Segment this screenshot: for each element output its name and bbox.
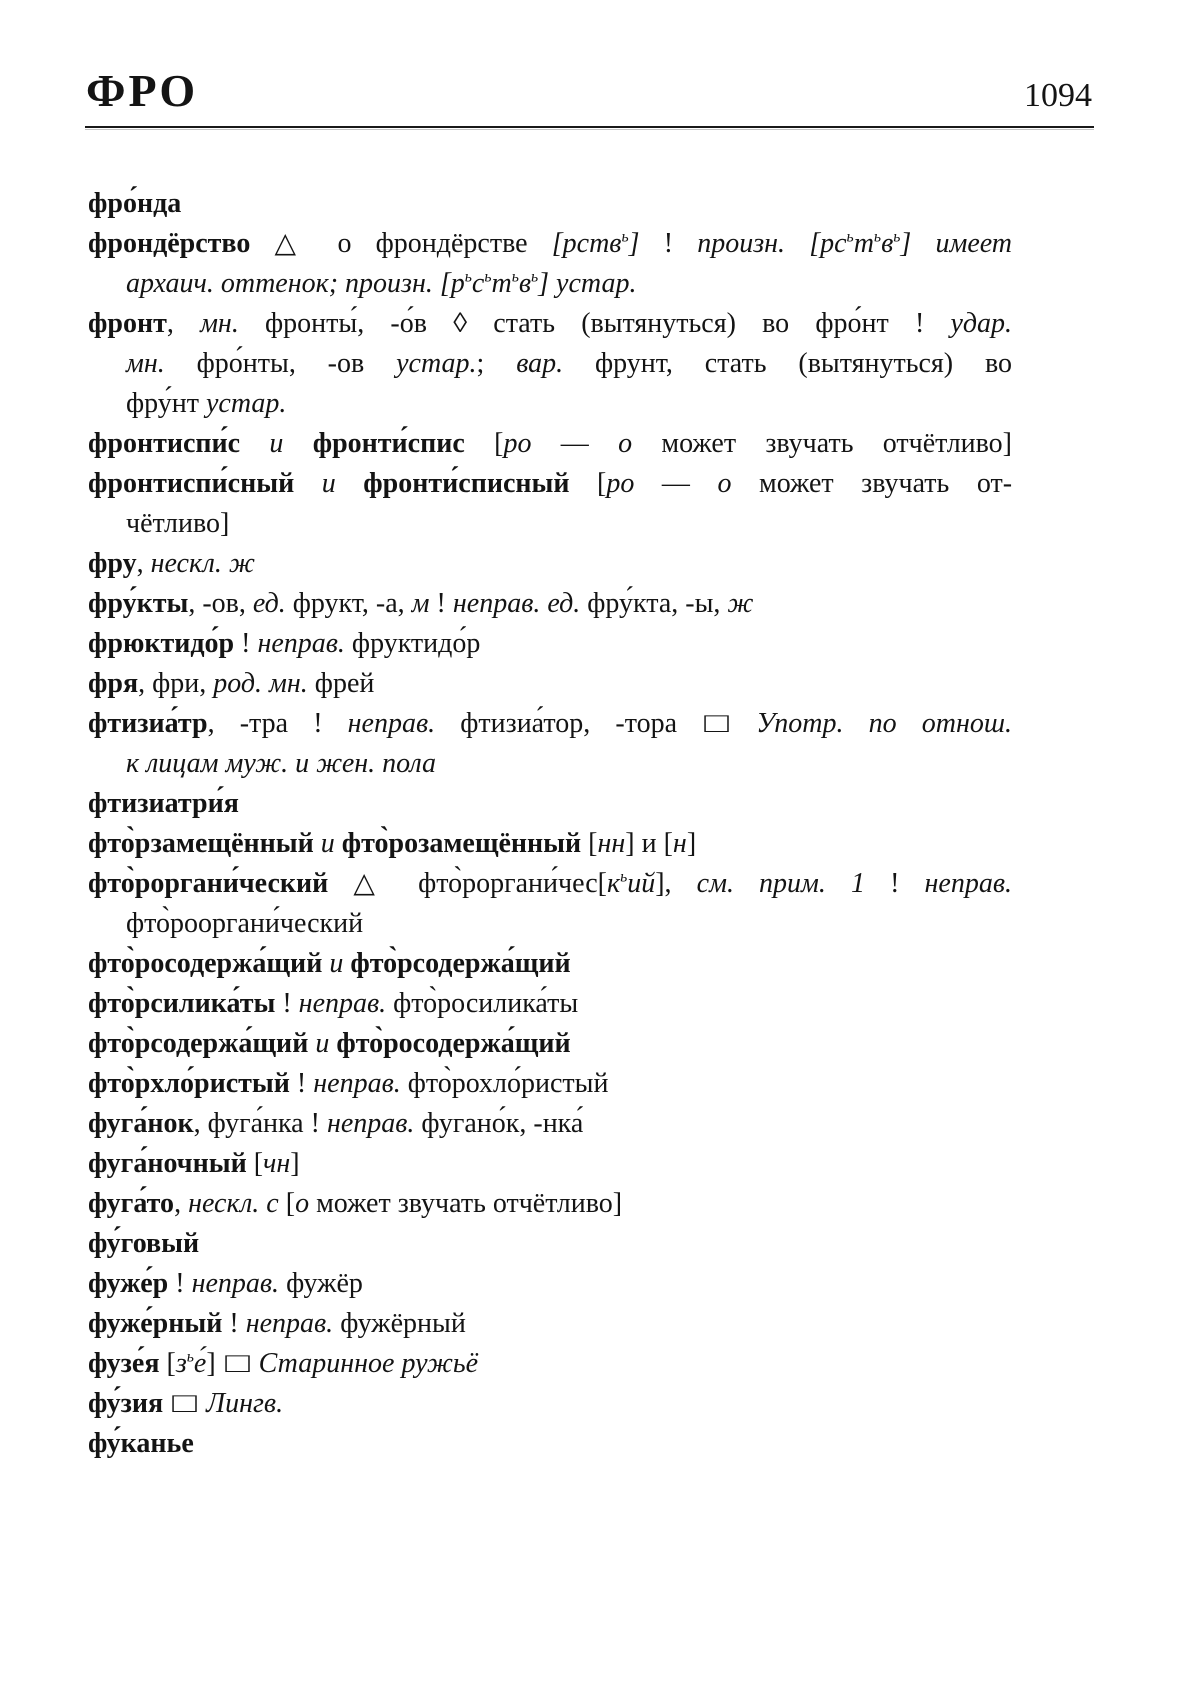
label-italic: ий [627,868,656,899]
headword-text: фуга́нок [88,1108,194,1139]
entry-line [88,344,1012,384]
dictionary-entry [88,584,1012,624]
entry-line [88,944,1012,984]
entry-text: ], [655,868,697,899]
entry-line [88,984,1012,1024]
entry-line [88,424,1012,464]
entry-text: , фри, [138,668,214,699]
entry-text: стать (вытянуться) во фро́нт ! [467,308,951,339]
label-italic: имеет [935,228,1013,259]
dictionary-entries [88,184,1012,1464]
entry-text: ! [168,1268,192,1299]
label-italic: устар. [206,388,287,419]
headword-text: фу́говый [88,1228,200,1259]
soft-sign-superscript: ь [621,228,629,246]
headword-text: фу́канье [88,1428,194,1459]
headword-text: фря [88,668,139,699]
headword-text: фро́нда [88,188,182,219]
entry-text: фро́нты, -ов [164,348,397,379]
entry-text [250,228,274,259]
headword-text: фуже́р [88,1268,169,1299]
label-italic: в [881,228,894,259]
headword-text: фто̀рхло́ристый [88,1068,290,1099]
entry-line [88,224,1012,264]
entry-text: , фуга́нка ! [193,1108,327,1139]
label-italic: к [606,868,621,899]
entry-text: ! [429,588,453,619]
headword-text: фто̀рсодержа́щий [88,1028,309,1059]
label-italic: неправ. [924,868,1012,899]
square-icon: □ [172,1388,197,1419]
label-italic: о [717,468,732,499]
entry-line [88,904,1012,944]
entry-line [88,624,1012,664]
label-italic: с [471,268,485,299]
label-italic: произн. [697,228,786,259]
headword-text: фуга́то [88,1188,175,1219]
label-italic: и [240,428,313,459]
headword-text: фронти́спис [312,428,465,459]
headword-text: фрюктидо́р [88,628,235,659]
entry-line [88,264,1012,304]
headword-text: фронт [88,308,167,339]
label-italic: архаич. оттенок; произн. [р [126,268,465,299]
entry-text [731,708,756,739]
entry-line [88,1264,1012,1304]
entry-text: ! [865,868,925,899]
label-italic: мн. [126,348,165,379]
label-italic: ] [900,228,912,259]
label-italic: о [295,1188,310,1219]
label-italic: Употр. по отнош. [756,708,1012,739]
entry-text: — [634,468,718,499]
label-italic: неправ. [326,1108,415,1139]
headword-text: фру́кты [88,588,189,619]
label-italic: [рс [809,228,847,259]
soft-sign-superscript: ь [186,1348,194,1366]
entry-text: фруктидо́р [344,628,481,659]
header-rule [85,126,1094,128]
soft-sign-superscript: ь [846,228,854,246]
label-italic: нескл. с [188,1188,279,1219]
page-header [86,65,1092,116]
triangle-icon: △ [274,228,314,259]
entry-line [88,304,1012,344]
label-italic: неправ. [347,708,436,739]
label-italic: к лицам муж. и жен. пола [126,748,437,779]
dictionary-entry [88,1264,1012,1304]
entry-line [88,544,1012,584]
entry-text: [ [278,1188,296,1219]
dictionary-entry [88,1384,1012,1424]
entry-text [911,228,935,259]
label-italic: и [313,828,342,859]
entry-text: [ [464,428,504,459]
headword-text: фтизиа́тр [88,708,208,739]
label-italic: и [294,468,364,499]
entry-line [88,1224,1012,1264]
entry-text: [ [246,1148,264,1179]
label-italic: Лингв. [206,1388,284,1419]
entry-line [88,864,1012,904]
dictionary-entry [88,1064,1012,1104]
label-italic: Старинное ружьё [258,1348,479,1379]
label-italic: о [618,428,633,459]
dictionary-entry [88,544,1012,584]
entry-line [88,1104,1012,1144]
entry-text: , -ов, [188,588,253,619]
entry-line [88,184,1012,224]
dictionary-entry [88,224,1012,304]
entry-text: фугано́к, -нка́ [414,1108,584,1139]
entry-text: фто̀роргани́чес[ [393,868,607,899]
soft-sign-superscript: ь [873,228,882,246]
label-italic: ед. [252,588,286,619]
headword-text: фрондёрство [88,228,251,259]
headword-text: фтизиатри́я [88,788,239,819]
label-italic: неправ. ед. [452,588,581,619]
dictionary-entry [88,864,1012,944]
label-italic: ж [727,588,754,619]
label-italic: н [672,828,687,859]
entry-text: может звучать от- [731,468,1013,499]
entry-text: фрукт, -а, [285,588,412,619]
entry-text: фто̀росилика́ты [386,988,579,1019]
entry-line [88,784,1012,824]
entry-text [785,228,809,259]
headword-text: фто̀рсодержа́щий [350,948,571,979]
dictionary-entry [88,664,1012,704]
entry-text: [ [159,1348,176,1379]
label-italic: неправ. [257,628,345,659]
soft-sign-superscript: ь [511,268,519,286]
label-italic: нн [597,828,626,859]
label-italic: и [322,948,351,979]
entry-text: ! [222,1308,246,1339]
label-italic: нескл. ж [150,548,255,579]
dictionary-entry [88,704,1012,784]
label-italic: устар. [396,348,477,379]
page-number: 1094 [1024,77,1092,114]
entry-line [88,1304,1012,1344]
label-italic: см. прим. 1 [696,868,865,899]
dictionary-entry [88,1304,1012,1344]
label-italic: т [491,268,512,299]
entry-line [88,744,1012,784]
entry-line [88,704,1012,744]
entry-text: , [136,548,151,579]
entry-text: — [531,428,619,459]
label-italic: чн [263,1148,291,1179]
entry-line [88,664,1012,704]
dictionary-entry [88,1424,1012,1464]
entry-line [88,1384,1012,1424]
entry-line [88,1424,1012,1464]
dictionary-entry [88,304,1012,424]
label-italic: неправ. [313,1068,401,1099]
headword-text: фто̀роргани́ческий [88,868,329,899]
headword-text: фу́зия [88,1388,164,1419]
entry-text: фтизиа́тор, -тора [435,708,703,739]
soft-sign-superscript: ь [620,868,628,886]
soft-sign-superscript: ь [893,228,901,246]
label-italic: в [518,268,531,299]
entry-text: , -тра ! [207,708,348,739]
entry-text: фто̀рооргани́ческий [126,908,364,939]
entry-text: фужёрный [333,1308,466,1339]
triangle-icon: △ [353,868,394,899]
dictionary-entry [88,984,1012,1024]
entry-text: ! [275,988,299,1019]
entry-text: фрунт, стать (вытянуться) во [563,348,1012,379]
headword-text: фру [88,548,137,579]
label-italic: неправ. [298,988,387,1019]
headword-text: фуга́ночный [88,1148,247,1179]
entry-line [88,1064,1012,1104]
entry-text: ] и [ [625,828,673,859]
dictionary-entry [88,944,1012,984]
label-italic: з [175,1348,187,1379]
label-italic: неправ. [245,1308,334,1339]
entry-text: , [166,308,201,339]
entry-text: ! [639,228,698,259]
label-italic: ро [606,468,635,499]
label-italic: вар. [516,348,564,379]
dictionary-entry [88,1104,1012,1144]
label-italic: т [853,228,874,259]
label-italic: м [411,588,430,619]
entry-line [88,464,1012,504]
entry-text: может звучать отчётливо] [632,428,1013,459]
label-italic: мн. [200,308,239,339]
entry-line [88,1184,1012,1224]
soft-sign-superscript: ь [464,268,472,286]
entry-text: ! [289,1068,314,1099]
entry-line [88,1344,1012,1384]
headword-text: фузе́я [88,1348,160,1379]
soft-sign-superscript: ь [484,268,492,286]
entry-text: , [174,1188,189,1219]
label-italic: род. мн. [213,668,308,699]
entry-text [252,1348,259,1379]
entry-text: ] [290,1148,300,1179]
entry-line [88,584,1012,624]
entry-text: фронты́, -о́в [238,308,454,339]
entry-text [163,1388,170,1419]
dictionary-entry [88,1344,1012,1384]
headword-text: фронти́списный [363,468,570,499]
label-italic: ро [503,428,532,459]
entry-line [88,384,1012,424]
dictionary-entry [88,464,1012,544]
label-italic: удар. [950,308,1013,339]
entry-line [88,504,1012,544]
entry-text: о фрондёрстве [313,228,552,259]
headword-text: фуже́рный [88,1308,223,1339]
entry-text: фужёр [279,1268,363,1299]
headword-text: фронтиспи́сный [88,468,295,499]
entry-text: ] [206,1348,223,1379]
dictionary-entry [88,784,1012,824]
entry-text: фру́кта, -ы, [580,588,728,619]
running-head: ФРО [86,65,199,116]
dictionary-entry [88,624,1012,664]
entry-text: может звучать отчётливо] [309,1188,623,1219]
entry-text: [ [581,828,598,859]
label-italic: и [308,1028,337,1059]
entry-text: фто̀рохло́ристый [400,1068,609,1099]
label-italic: ] [628,228,640,259]
entry-text: ; [476,348,517,379]
headword-text: фто̀росодержа́щий [336,1028,571,1059]
label-italic: ] устар. [538,268,637,299]
entry-text: ] [686,828,697,859]
entry-text [328,868,353,899]
entry-text: ! [234,628,258,659]
dictionary-entry [88,184,1012,224]
dictionary-entry [88,424,1012,464]
label-italic: [рств [551,228,622,259]
entry-line [88,1144,1012,1184]
entry-text: [ [569,468,607,499]
square-icon: □ [704,708,729,739]
label-italic: неправ. [191,1268,280,1299]
entry-text: фрей [307,668,375,699]
entry-text: чётливо] [126,508,230,539]
dictionary-entry [88,1024,1012,1064]
soft-sign-superscript: ь [531,268,539,286]
entry-line [88,824,1012,864]
dictionary-entry [88,824,1012,864]
dictionary-entry [88,1184,1012,1224]
diamond-icon: ◊ [453,308,468,339]
square-icon: □ [224,1348,250,1379]
headword-text: фто̀росодержа́щий [88,948,323,979]
headword-text: фто̀розамещённый [341,828,582,859]
dictionary-entry [88,1224,1012,1264]
entry-line [88,1024,1012,1064]
entry-text: фру́нт [126,388,206,419]
dictionary-entry [88,1144,1012,1184]
label-italic: е́ [193,1348,207,1379]
headword-text: фронтиспи́с [88,428,241,459]
headword-text: фто̀рсилика́ты [88,988,276,1019]
headword-text: фто̀рзамещённый [88,828,314,859]
